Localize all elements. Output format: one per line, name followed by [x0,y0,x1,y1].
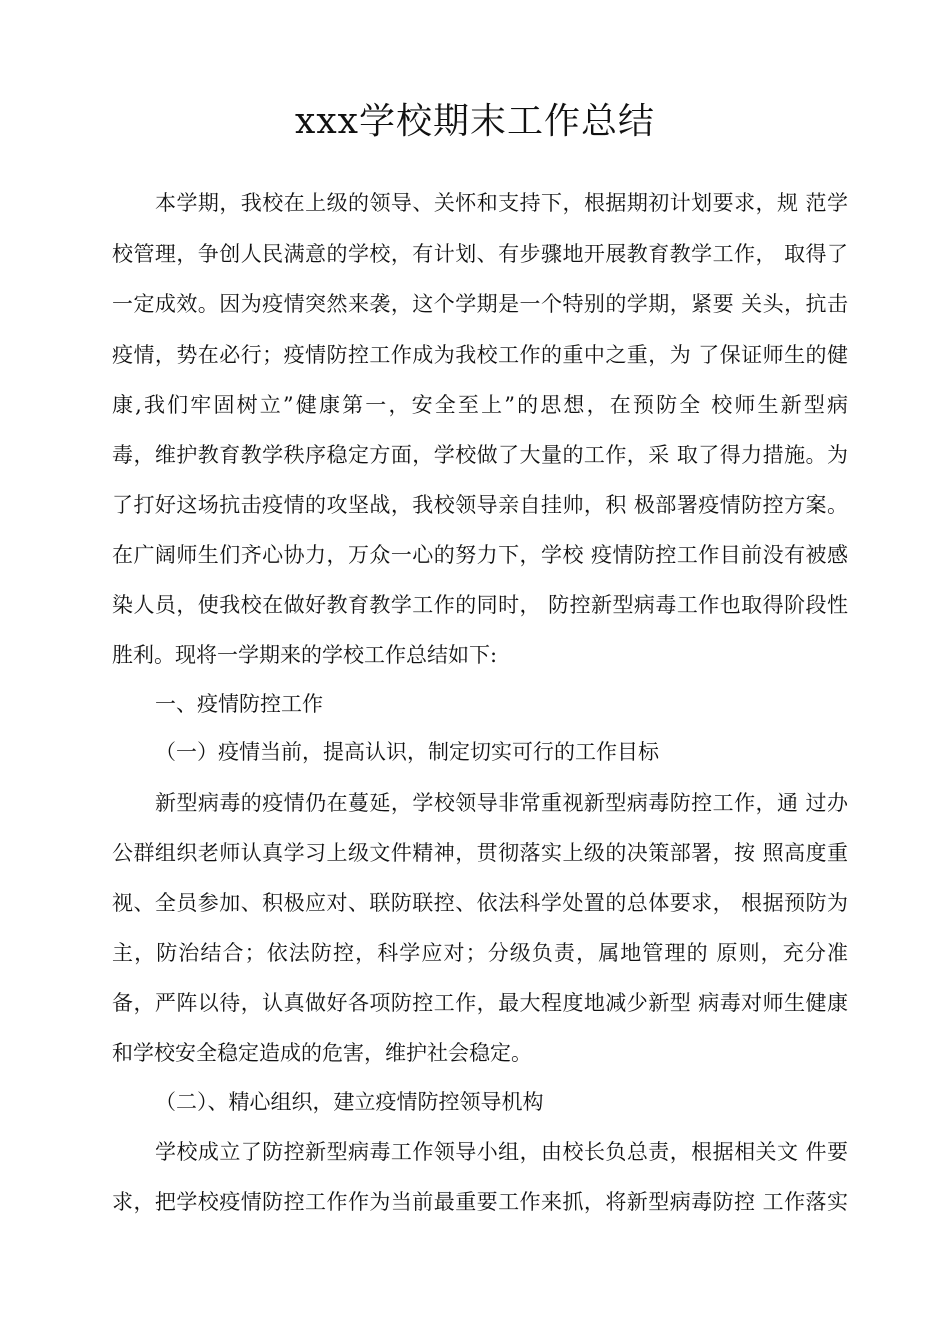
paragraph-line: 一定成效。因为疫情突然来袭，这个学期是一个特别的学期，紧要 关头，抗击 [112,292,848,316]
paragraph-line: 毒，维护教育教学秩序稳定方面，学校做了大量的工作，采 取了得力措施。为 [112,443,848,467]
paragraph-line: 本学期，我校在上级的领导、关怀和支持下，根据期初计划要求，规 范学 [155,191,848,215]
section-heading: 一、疫情防控工作 [155,692,323,716]
subsection-heading: （二）、精心组织，建立疫情防控领导机构 [155,1090,544,1114]
paragraph-line: 视、全员参加、积极应对、联防联控、依法科学处置的总体要求， 根据预防为 [112,891,848,915]
paragraph-line: 新型病毒的疫情仍在蔓延，学校领导非常重视新型病毒防控工作，通 过办 [155,791,848,815]
paragraph-line: 了打好这场抗击疫情的攻坚战，我校领导亲自挂帅，积 极部署疫情防控方案。 [112,493,848,517]
paragraph-line: 康,我们牢固树立”健康第一，安全至上”的思想，在预防全 校师生新型病 [112,393,848,417]
paragraph-line: 在广阔师生们齐心协力，万众一心的努力下，学校 疫情防控工作目前没有被感 [112,543,848,567]
paragraph-line: 求，把学校疫情防控工作作为当前最重要工作来抓，将新型病毒防控 工作落实 [112,1190,848,1214]
paragraph-line: 疫情，势在必行；疫情防控工作成为我校工作的重中之重，为 了保证师生的健 [112,343,848,367]
document-title: xxx学校期末工作总结 [295,101,655,142]
paragraph-line: 备，严阵以待，认真做好各项防控工作，最大程度地减少新型 病毒对师生健康 [112,991,848,1015]
paragraph-line: 学校成立了防控新型病毒工作领导小组，由校长负总责，根据相关文 件要 [155,1140,848,1164]
paragraph-line: 和学校安全稳定造成的危害，维护社会稳定。 [112,1041,532,1065]
paragraph-line: 胜利。现将一学期来的学校工作总结如下: [112,643,498,667]
paragraph-line: 染人员，使我校在做好教育教学工作的同时， 防控新型病毒工作也取得阶段性 [112,593,848,617]
subsection-heading: （一）疫情当前，提高认识，制定切实可行的工作目标 [155,740,659,764]
paragraph-line: 校管理，争创人民满意的学校，有计划、有步骤地开展教育教学工作， 取得了 [112,242,848,266]
paragraph-line: 主，防治结合；依法防控，科学应对；分级负责，属地管理的 原则，充分准 [112,941,848,965]
paragraph-line: 公群组织老师认真学习上级文件精神，贯彻落实上级的决策部署，按 照高度重 [112,841,848,865]
